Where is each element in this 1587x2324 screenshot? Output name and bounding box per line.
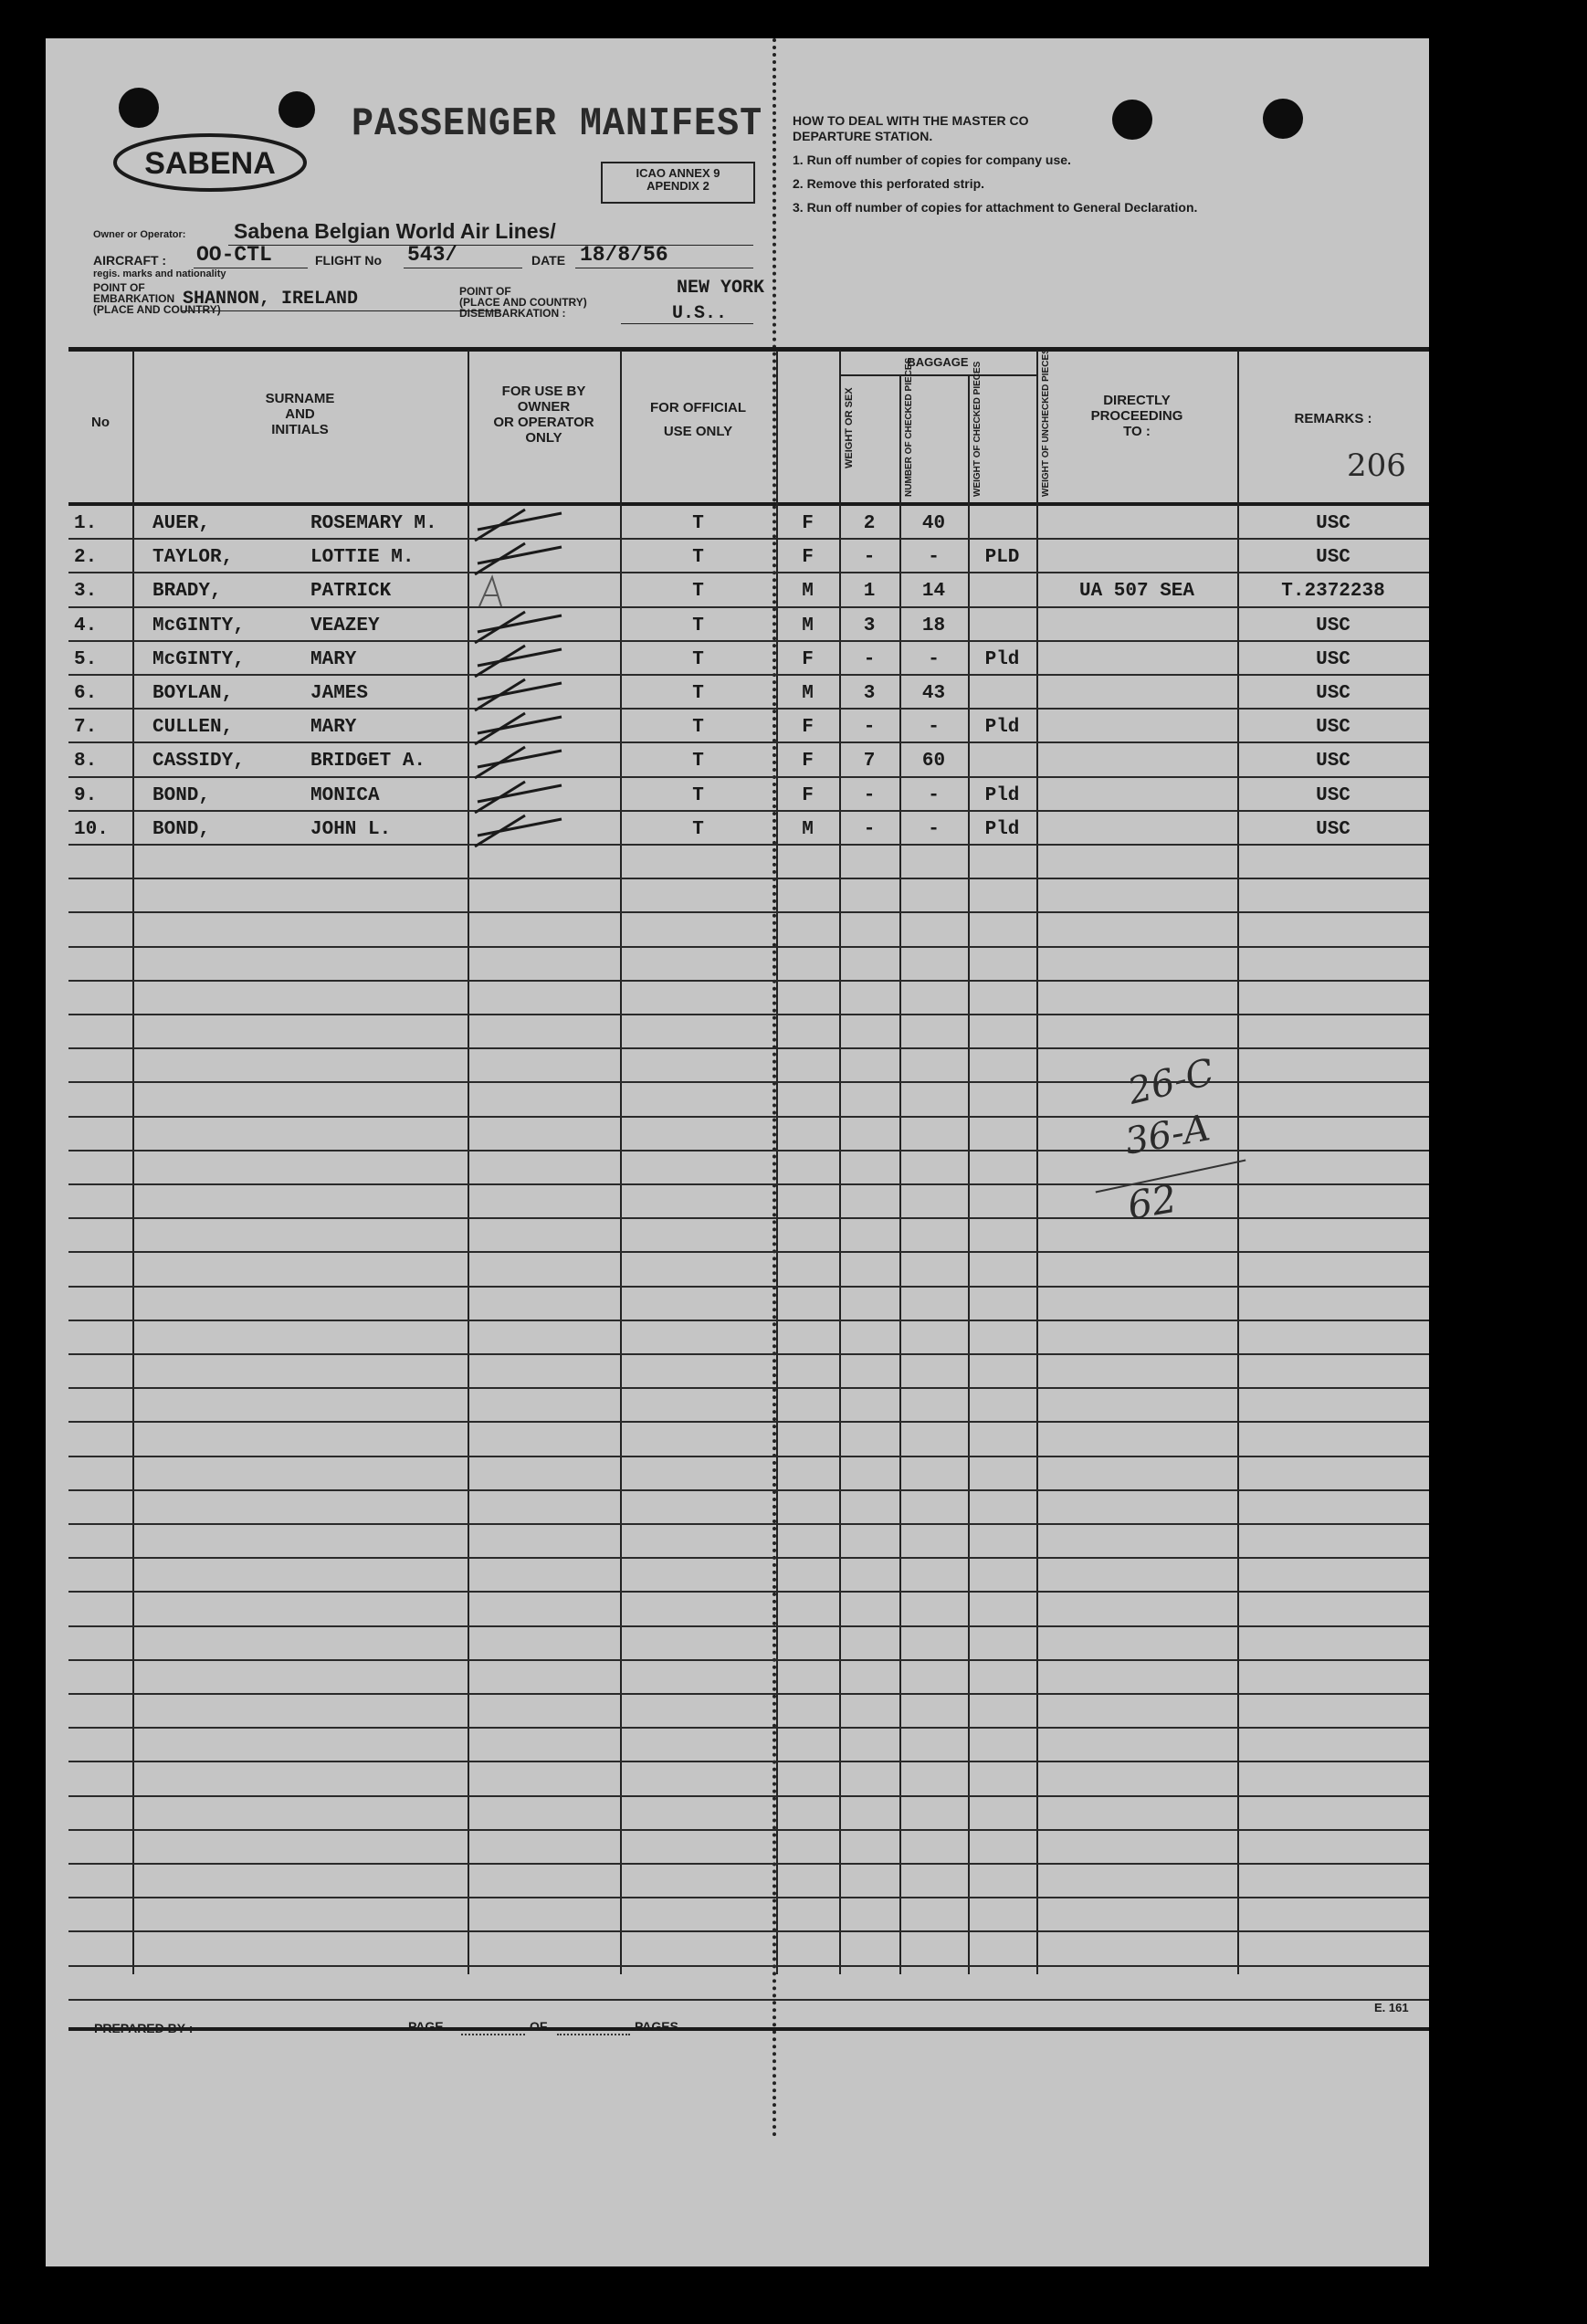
instructions-title-2: DEPARTURE STATION.	[793, 129, 933, 143]
cell-initials: BRIDGET A.	[310, 751, 426, 773]
table-row	[68, 812, 1429, 846]
col-header-checked-weight: WEIGHT OF CHECKED PIECES	[972, 361, 983, 497]
row-rule	[68, 1795, 1429, 1797]
table-row	[68, 743, 1429, 777]
aircraft-label: AIRCRAFT :	[93, 253, 167, 268]
cell-unchecked: Pld	[984, 818, 1020, 840]
row-rule	[68, 1965, 1429, 1967]
row-rule	[68, 1523, 1429, 1525]
row-rule	[68, 1930, 1429, 1932]
cell-no: 9.	[74, 784, 98, 806]
cell-sex: M	[802, 683, 814, 704]
cell-weight: 60	[921, 751, 946, 773]
row-rule	[68, 1353, 1429, 1355]
prepared-by-label: PREPARED BY :	[94, 2021, 194, 2035]
instruction-3: 3. Run off number of copies for attachment to General Declaration.	[793, 200, 1198, 215]
cell-initials: LOTTIE M.	[310, 547, 415, 569]
cell-surname: BOYLAN,	[152, 683, 234, 704]
table-row	[68, 710, 1429, 743]
row-rule	[68, 911, 1429, 913]
instruction-1: 1. Run off number of copies for company use.	[793, 152, 1071, 167]
instruction-2: 2. Remove this perforated strip.	[793, 176, 985, 191]
cell-surname: CASSIDY,	[152, 751, 245, 773]
cell-initials: MARY	[310, 717, 357, 739]
row-rule	[68, 946, 1429, 948]
table-row	[68, 506, 1429, 540]
row-rule	[68, 1081, 1429, 1083]
cell-sex: F	[802, 751, 814, 773]
owner-value: Sabena Belgian World Air Lines/	[234, 219, 556, 243]
cell-weight: -	[928, 784, 940, 806]
row-rule	[68, 1421, 1429, 1423]
embark-label-2: EMBARKATION	[93, 292, 175, 305]
row-rule	[68, 1217, 1429, 1219]
cell-sex: M	[802, 581, 814, 603]
pages-label: PAGES	[635, 2019, 678, 2034]
row-rule	[68, 1047, 1429, 1049]
punch-hole-2	[279, 91, 315, 128]
cell-initials: MONICA	[310, 784, 380, 806]
col-header-owner-use-3: OR OPERATOR	[493, 415, 594, 430]
cell-official: T	[692, 581, 704, 603]
cell-remarks: USC	[1316, 683, 1351, 704]
cell-sex: M	[802, 818, 814, 840]
row-rule	[68, 1150, 1429, 1151]
of-label: OF	[530, 2019, 548, 2034]
tally-total: 62	[1124, 1175, 1181, 1229]
cell-surname: BOND,	[152, 818, 211, 840]
cell-pieces: -	[863, 648, 876, 670]
row-rule	[68, 1829, 1429, 1831]
check-mark-icon	[470, 808, 571, 854]
cell-official: T	[692, 683, 704, 704]
cell-initials: VEAZEY	[310, 615, 380, 636]
col-header-official-use	[620, 400, 776, 439]
col-header-surname-1: SURNAME	[265, 391, 335, 406]
row-rule	[68, 1320, 1429, 1321]
disembark-value-1: NEW YORK	[677, 278, 765, 299]
cell-no: 6.	[74, 683, 98, 704]
col-header-owner-use	[468, 384, 620, 446]
cell-no: 5.	[74, 648, 98, 670]
cell-no: 3.	[74, 581, 98, 603]
cell-remarks: USC	[1316, 751, 1351, 773]
table-row	[68, 608, 1429, 642]
col-header-official-use-1: FOR OFFICIAL	[650, 400, 746, 415]
col-header-baggage: BAGGAGE	[907, 355, 969, 369]
cell-pieces: 2	[863, 513, 876, 534]
date-label: DATE	[531, 253, 566, 268]
cell-unchecked: Pld	[984, 648, 1020, 670]
cell-pieces: 3	[863, 683, 876, 704]
owner-label: Owner or Operator:	[93, 229, 186, 240]
embark-label-1: POINT OF	[93, 281, 145, 294]
col-header-owner-use-4: ONLY	[525, 430, 562, 446]
cell-weight: 40	[921, 513, 946, 534]
table-row	[68, 676, 1429, 710]
baggage-rule	[839, 374, 1036, 376]
form-code: E. 161	[1374, 2001, 1409, 2014]
col-header-official-use-2: USE ONLY	[663, 424, 733, 439]
disembark-label-1: POINT OF	[459, 285, 511, 298]
cell-sex: F	[802, 717, 814, 739]
row-rule	[68, 1557, 1429, 1559]
punch-hole-4	[1263, 99, 1303, 139]
row-rule	[68, 1659, 1429, 1661]
of-blank	[557, 2034, 630, 2035]
cell-weight: 14	[921, 581, 946, 603]
row-rule	[68, 1863, 1429, 1865]
cell-surname: TAYLOR,	[152, 547, 234, 569]
col-header-remarks: REMARKS :	[1294, 411, 1372, 426]
cell-surname: AUER,	[152, 513, 211, 534]
cell-sex: F	[802, 648, 814, 670]
row-rule	[68, 1286, 1429, 1288]
col-header-surname-2: AND	[285, 406, 315, 422]
svg-text:SABENA: SABENA	[144, 146, 276, 181]
cell-sex: F	[802, 547, 814, 569]
cell-weight: -	[928, 547, 940, 569]
tally-line-2: 36-A	[1121, 1107, 1214, 1163]
disembark-label-2: (PLACE AND COUNTRY)	[459, 296, 587, 309]
table-row	[68, 642, 1429, 676]
sabena-logo-graphic	[110, 128, 310, 199]
embark-label-3: (PLACE AND COUNTRY)	[93, 303, 221, 316]
col-header-weight-sex: WEIGHT OR SEX	[844, 387, 855, 469]
cell-no: 1.	[74, 513, 98, 534]
col-header-checked-pieces: NUMBER OF CHECKED PIECES	[904, 357, 914, 497]
cell-initials: MARY	[310, 648, 357, 670]
cell-pieces: -	[863, 547, 876, 569]
row-rule	[68, 1625, 1429, 1627]
flight-value: 543/	[407, 243, 458, 267]
cell-pieces: -	[863, 818, 876, 840]
cell-initials: PATRICK	[310, 581, 392, 603]
row-rule	[68, 1387, 1429, 1389]
table-bottom-rule	[68, 2027, 1429, 2031]
cell-weight: -	[928, 717, 940, 739]
sabena-logo	[110, 128, 310, 199]
row-rule	[68, 1489, 1429, 1491]
cell-surname: CULLEN,	[152, 717, 234, 739]
manifest-table: No SURNAME AND INITIALS FOR USE BY OWNER OR OPERATOR ONLY FOR OFFICIAL USE ONLY WEIGHT OR SEX BAGGAGE NUMBER OF CHECKED PIECES WEIGHT OF CHECKED PIECES WEIGHT OF UNCHECKED PIECES DIRECTLY PROCEEDING TO : REMARKS : 206 1. AUER, ROSEMARY M. T F 2 40 USC 2. TAYLOR, LOTTIE M. T F - - PLD USC 3. BRADY, PATRICK T M 1 14 UA 507 SEA T.2372238 4. McGINTY, VEAZEY T M 3 18 USC 5. McGINTY, MARY T F - - Pld USC 6. BOYLAN, JAMES T M 3 43 USC 7. CULLEN, MARY T F - - Pld USC 8. CASSIDY, BRIDGET A. T F 7 60 USC 9. BOND, MONICA T F - - Pld USC 10. BOND, JOHN L. T M - - Pld USC	[68, 347, 1429, 2047]
cell-remarks: T.2372238	[1281, 581, 1385, 603]
row-rule	[68, 1591, 1429, 1593]
date-value: 18/8/56	[580, 243, 668, 267]
cell-initials: ROSEMARY M.	[310, 513, 437, 534]
row-rule	[68, 1183, 1429, 1185]
flight-label: FLIGHT No	[315, 253, 383, 268]
cell-no: 4.	[74, 615, 98, 636]
cell-unchecked: Pld	[984, 717, 1020, 739]
table-row	[68, 540, 1429, 573]
regis-label: regis. marks and nationality	[93, 268, 226, 279]
cell-sex: F	[802, 513, 814, 534]
embark-value: SHANNON, IRELAND	[183, 289, 359, 310]
cell-surname: McGINTY,	[152, 615, 245, 636]
row-rule	[68, 1456, 1429, 1457]
disembark-value-2: U.S..	[672, 303, 728, 324]
cell-remarks: USC	[1316, 648, 1351, 670]
cell-no: 8.	[74, 751, 98, 773]
cell-pieces: -	[863, 717, 876, 739]
cell-remarks: USC	[1316, 615, 1351, 636]
cell-remarks: USC	[1316, 717, 1351, 739]
page-blank	[461, 2034, 525, 2035]
cell-remarks: USC	[1316, 513, 1351, 534]
row-rule	[68, 1999, 1429, 2001]
instructions-title-1: HOW TO DEAL WITH THE MASTER CO	[793, 113, 1029, 128]
punch-hole-1	[119, 88, 159, 128]
cell-initials: JOHN L.	[310, 818, 392, 840]
col-header-directly-1: DIRECTLY	[1103, 393, 1171, 408]
disembark-label-3: DISEMBARKATION :	[459, 307, 566, 320]
cell-pieces: 1	[863, 581, 876, 603]
annex-line-2: APENDIX 2	[646, 179, 709, 193]
col-header-surname	[132, 391, 468, 437]
row-rule	[68, 878, 1429, 879]
row-rule	[68, 1693, 1429, 1695]
tally-line-1: 26-C	[1123, 1051, 1219, 1113]
col-header-owner-use-1: FOR USE BY	[501, 384, 586, 399]
cell-remarks: USC	[1316, 784, 1351, 806]
cell-official: T	[692, 615, 704, 636]
page-title: PASSENGER MANIFEST	[352, 101, 763, 148]
page-label: PAGE	[408, 2019, 444, 2034]
remarks-number: 206	[1347, 447, 1406, 484]
row-rule	[68, 1727, 1429, 1729]
row-rule	[68, 980, 1429, 982]
cell-official: T	[692, 751, 704, 773]
row-rule	[68, 1251, 1429, 1253]
col-header-owner-use-2: OWNER	[517, 399, 571, 415]
col-header-directly-3: TO :	[1123, 424, 1151, 439]
cell-no: 2.	[74, 547, 98, 569]
row-rule	[68, 1116, 1429, 1118]
cell-official: T	[692, 818, 704, 840]
cell-weight: 18	[921, 615, 946, 636]
aircraft-value: OO-CTL	[196, 243, 272, 267]
cell-unchecked: PLD	[984, 547, 1020, 569]
cell-official: T	[692, 513, 704, 534]
row-rule	[68, 1014, 1429, 1015]
cell-official: T	[692, 784, 704, 806]
col-header-directly	[1036, 393, 1237, 439]
row-rule	[68, 1897, 1429, 1898]
embark-underline	[181, 310, 500, 311]
cell-official: T	[692, 547, 704, 569]
cell-proceeding: UA 507 SEA	[1078, 581, 1195, 603]
row-rule	[68, 1761, 1429, 1762]
cell-sex: M	[802, 615, 814, 636]
col-header-no: No	[91, 415, 110, 430]
cell-weight: -	[928, 818, 940, 840]
cell-no: 10.	[74, 818, 109, 840]
cell-remarks: USC	[1316, 818, 1351, 840]
manifest-sheet	[46, 38, 1429, 2266]
owner-underline	[228, 245, 753, 246]
cell-official: T	[692, 717, 704, 739]
disembark-label	[459, 286, 587, 319]
cell-pieces: -	[863, 784, 876, 806]
annex-box	[601, 162, 755, 204]
instructions-block	[793, 113, 1197, 216]
cell-remarks: USC	[1316, 547, 1351, 569]
col-header-surname-3: INITIALS	[271, 422, 329, 437]
table-top-rule	[68, 347, 1429, 352]
table-row	[68, 573, 1429, 607]
cell-weight: 43	[921, 683, 946, 704]
cell-sex: F	[802, 784, 814, 806]
cell-no: 7.	[74, 717, 98, 739]
cell-official: T	[692, 648, 704, 670]
cell-unchecked: Pld	[984, 784, 1020, 806]
cell-surname: McGINTY,	[152, 648, 245, 670]
annex-line-1: ICAO ANNEX 9	[636, 166, 720, 180]
cell-weight: -	[928, 648, 940, 670]
table-row	[68, 778, 1429, 812]
cell-pieces: 7	[863, 751, 876, 773]
disembark-underline	[621, 323, 753, 324]
cell-surname: BRADY,	[152, 581, 222, 603]
col-header-directly-2: PROCEEDING	[1090, 408, 1183, 424]
cell-pieces: 3	[863, 615, 876, 636]
cell-initials: JAMES	[310, 683, 369, 704]
cell-surname: BOND,	[152, 784, 211, 806]
